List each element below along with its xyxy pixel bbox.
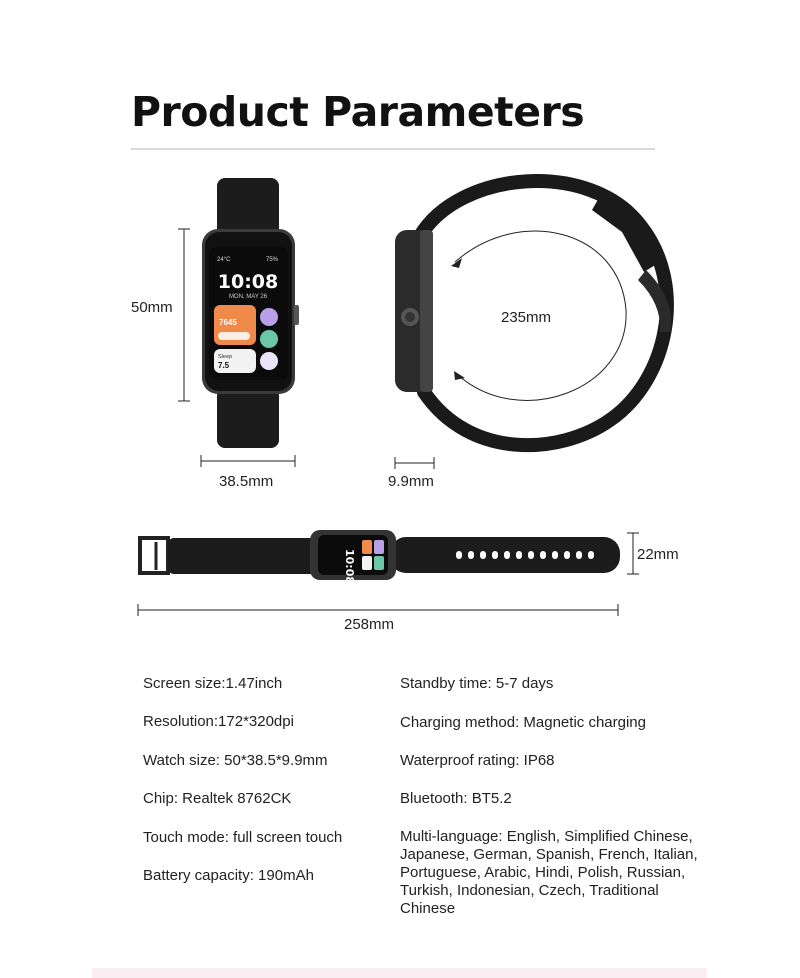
front-strap-bottom [217,388,279,448]
height-label: 50mm [131,299,173,316]
screen-sleep-label: Sleep [218,354,233,360]
spec-watch-size: Watch size: 50*38.5*9.9mm [143,752,328,769]
front-strap-top [217,178,279,236]
circumference-label: 235mm [501,309,552,326]
screen-battery: 75% [266,257,279,263]
screen-date: MON, MAY 26 [228,294,268,300]
screen-temperature: 24°C [217,257,231,263]
flat-buckle [140,538,168,573]
thickness-label: 9.9mm [388,473,434,490]
width-label: 38.5mm [219,473,274,490]
watch-front-view [202,178,299,448]
screen-steps: 7645 [219,318,237,327]
total-length-label: 258mm [344,616,395,633]
screen-sleep-value: 7.5 [218,361,230,370]
strap-width-label: 22mm [637,546,679,563]
spec-languages: Multi-language: English, Simplified Chinese, Japanese, German, Spanish, French, Italian, Portuguese, Arabic, Hindi, Polish, Russian, Turkish, Indonesian, Czech, Traditional Chinese [400,828,698,917]
screen-time: 10:08 [217,271,279,293]
spec-battery: Battery capacity: 190mAh [143,867,314,884]
page-title: Product Parameters [131,88,585,136]
spec-bluetooth: Bluetooth: BT5.2 [400,790,512,807]
spec-touch-mode: Touch mode: full screen touch [143,829,343,846]
spec-waterproof: Waterproof rating: IP68 [400,752,555,769]
spec-chip: Chip: Realtek 8762CK [143,790,292,807]
spec-charging: Charging method: Magnetic charging [400,714,646,731]
activity-icon [260,330,278,348]
watch-flat-view [140,530,620,584]
music-icon [260,308,278,326]
bottom-decor-bar [92,968,707,978]
heart-icon [260,352,278,370]
flat-screen-time: 10:08 [343,549,356,585]
flat-strap-left [168,538,316,574]
spec-standby: Standby time: 5-7 days [400,675,554,692]
spec-screen-size: Screen size:1.47inch [143,675,283,692]
side-button [294,305,299,325]
spec-resolution: Resolution:172*320dpi [143,713,294,730]
